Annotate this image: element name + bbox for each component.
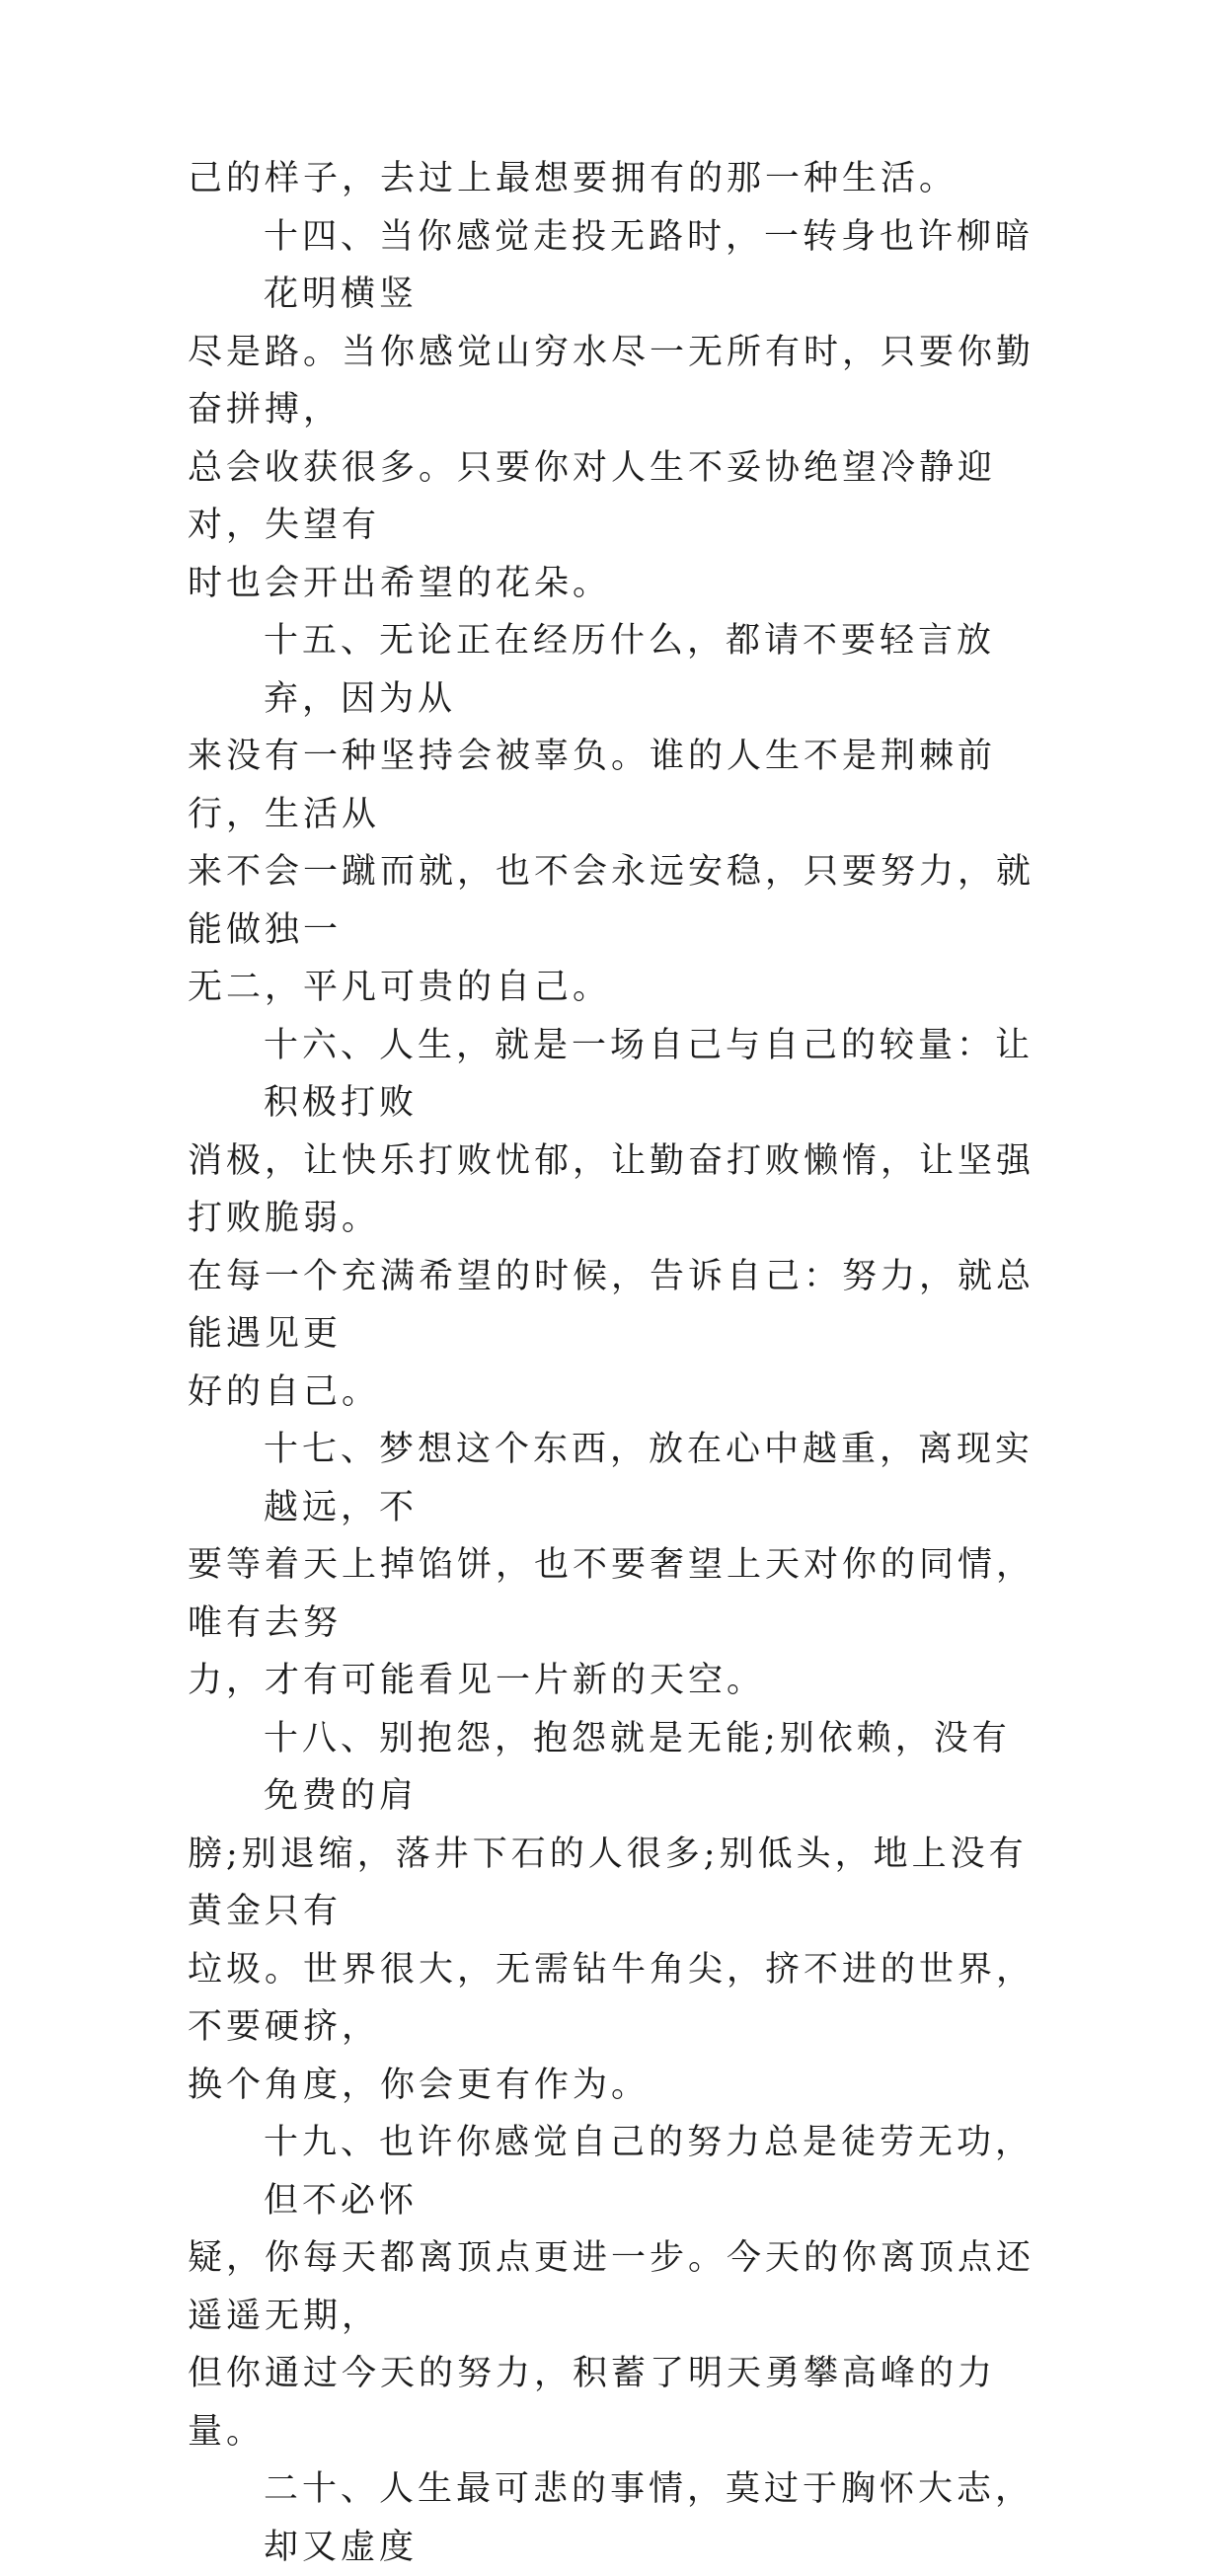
text-line: 换个角度，你会更有作为。 bbox=[188, 2065, 651, 2105]
document-body bbox=[188, 150, 1046, 2576]
text-line: 在每一个充满希望的时候，告诉自己：努力，就总能遇见更 bbox=[188, 1256, 1035, 1354]
paragraph bbox=[188, 2460, 1046, 2576]
text-line: 但你通过今天的努力，积蓄了明天勇攀高峰的力量。 bbox=[188, 2354, 997, 2452]
paragraph bbox=[188, 1017, 1046, 1422]
paragraph bbox=[188, 1710, 1046, 2115]
text-line: 十七、梦想这个东西，放在心中越重，离现实越远，不 bbox=[264, 1430, 1034, 1527]
text-line: 膀;别退缩，落井下石的人很多;别低头，地上没有黄金只有 bbox=[188, 1834, 1028, 1931]
text-line: 垃圾。世界很大，无需钻牛角尖，挤不进的世界，不要硬挤， bbox=[188, 1949, 1035, 2047]
paragraph bbox=[188, 2114, 1046, 2460]
text-line: 十九、也许你感觉自己的努力总是徒劳无功，但不必怀 bbox=[264, 2123, 1034, 2221]
text-line: 己的样子，去过上最想要拥有的那一种生活。 bbox=[188, 159, 958, 198]
text-line: 时也会开出希望的花朵。 bbox=[188, 563, 612, 603]
paragraph bbox=[188, 208, 1046, 613]
text-line: 十八、别抱怨，抱怨就是无能;别依赖，没有免费的肩 bbox=[264, 1718, 1011, 1816]
text-line: 要等着天上掉馅饼，也不要奢望上天对你的同情，唯有去努 bbox=[188, 1545, 1035, 1643]
paragraph bbox=[188, 612, 1046, 1017]
text-line: 十六、人生，就是一场自己与自己的较量：让积极打败 bbox=[264, 1025, 1034, 1123]
text-line: 十四、当你感觉走投无路时，一转身也许柳暗花明横竖 bbox=[264, 216, 1034, 314]
text-line: 十五、无论正在经历什么，都请不要轻言放弃，因为从 bbox=[264, 621, 996, 719]
text-line: 疑，你每天都离顶点更进一步。今天的你离顶点还遥遥无期， bbox=[188, 2238, 1035, 2336]
text-line: 来不会一蹴而就，也不会永远安稳，只要努力，就能做独一 bbox=[188, 852, 1035, 950]
paragraph bbox=[188, 150, 1046, 208]
text-line: 力，才有可能看见一片新的天空。 bbox=[188, 1661, 766, 1700]
text-line: 好的自己。 bbox=[188, 1371, 381, 1412]
text-line: 尽是路。当你感觉山穷水尽一无所有时，只要你勤奋拼搏， bbox=[188, 332, 1035, 429]
text-line: 消极，让快乐打败忧郁，让勤奋打败懒惰，让坚强打败脆弱。 bbox=[188, 1140, 1035, 1238]
paragraph bbox=[188, 1421, 1046, 1710]
text-line: 二十、人生最可悲的事情，莫过于胸怀大志，却又虚度 bbox=[264, 2469, 1034, 2567]
text-line: 无二，平凡可贵的自己。 bbox=[188, 968, 612, 1007]
text-line: 来没有一种坚持会被辜负。谁的人生不是荆棘前行，生活从 bbox=[188, 737, 997, 834]
text-line: 总会收获很多。只要你对人生不妥协绝望冷静迎对，失望有 bbox=[188, 447, 997, 545]
